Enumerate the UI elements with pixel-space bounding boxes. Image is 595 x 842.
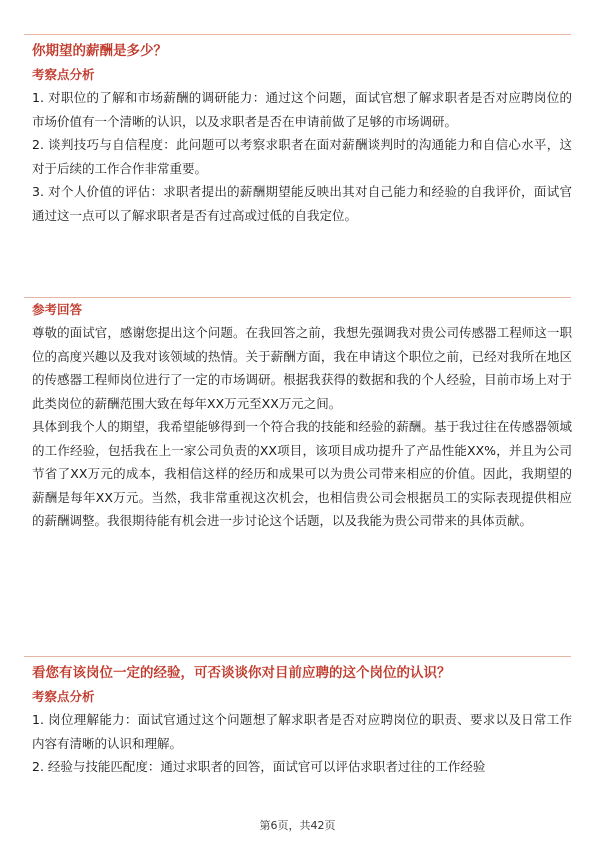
answer-section-1: [24, 297, 571, 533]
answer-paragraph: 尊敬的面试官，感谢您提出这个问题。在我回答之前，我想先强调我对贵公司传感器工程师这一职位的高度兴趣以及我对该领域的热情。关于薪酬方面，我在申请这个职位之前，已经对我所在地区的传感器工程师岗位进行了一定的市场调研。根据我获得的数据和我的个人经验，目前市场上对于此类岗位的薪酬范围大致在每年XX万元至XX万元之间。: [32, 325, 572, 411]
answer-heading: 参考回答: [32, 302, 83, 317]
question-title: 你期望的薪酬是多少？: [32, 43, 167, 59]
question-title: 看您有该岗位一定的经验，可否谈谈你对目前应聘的这个岗位的认识？: [32, 665, 451, 681]
analysis-point: 1. 岗位理解能力：面试官通过这个问题想了解求职者是否对应聘岗位的职责、要求以及日常工作内容有清晰的认识和理解。: [32, 712, 572, 751]
analysis-point: 3. 对个人价值的评估：求职者提出的薪酬期望能反映出其对自己能力和经验的自我评价，面试官通过这一点可以了解求职者是否有过高或过低的自我定位。: [32, 184, 572, 223]
answer-paragraph: 具体到我个人的期望，我希望能够得到一个符合我的技能和经验的薪酬。基于我过往在传感器领域的工作经验，包括我在上一家公司负责的XX项目，该项目成功提升了产品性能XX%，并且为公司节省了XX万元的成本，我相信这样的经历和成果可以为贵公司带来相应的价值。因此，我期望的薪酬是每年XX万元。当然，我非常重视这次机会，也相信贵公司会根据员工的实际表现提供相应的薪酬调整。我很期待能有机会进一步讨论这个话题，以及我能为贵公司带来的具体贡献。: [32, 419, 572, 528]
analysis-point: 1. 对职位的了解和市场薪酬的调研能力：通过这个问题，面试官想了解求职者是否对应聘岗位的市场价值有一个清晰的认识，以及求职者是否在申请前做了足够的市场调研。: [32, 90, 572, 129]
analysis-heading: 考察点分析: [32, 689, 95, 704]
analysis-point: 2. 经验与技能匹配度：通过求职者的回答，面试官可以评估求职者过往的工作经验: [32, 759, 486, 774]
page-number: 第6页，共42页: [259, 819, 336, 832]
question-section-2: [24, 656, 571, 779]
question-section-1: [24, 34, 571, 227]
analysis-heading: 考察点分析: [32, 67, 95, 82]
analysis-point: 2. 谈判技巧与自信程度：此问题可以考察求职者在面对薪酬谈判时的沟通能力和自信心水平，这对于后续的工作合作非常重要。: [32, 137, 572, 176]
